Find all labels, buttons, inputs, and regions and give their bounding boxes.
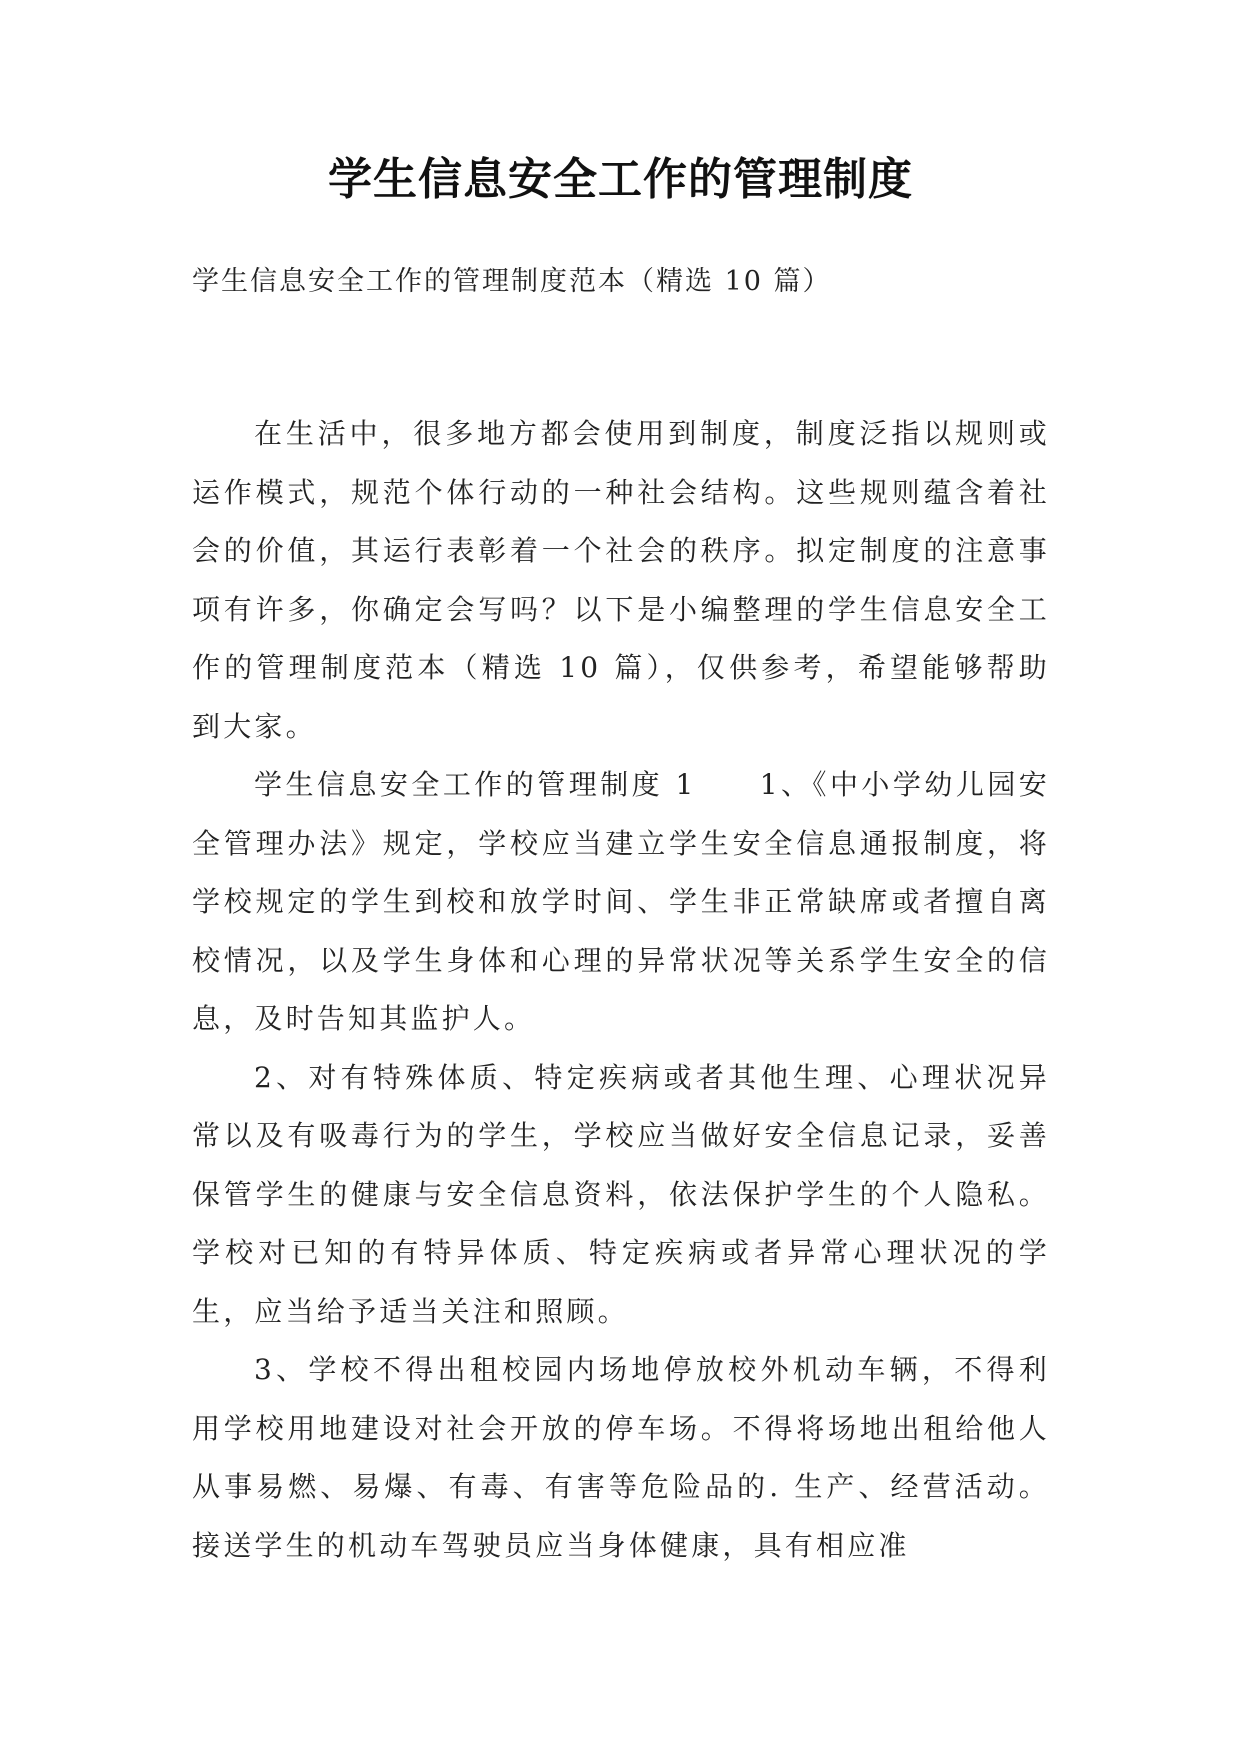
paragraph-item-3: 3、学校不得出租校园内场地停放校外机动车辆，不得利用学校用地建设对社会开放的停车场。不得将场地出租给他人从事易燃、易爆、有毒、有害等危险品的. 生产、经营活动。接送学生的机动车驾驶员应当身体健康，具有相应准 bbox=[192, 1353, 1050, 1562]
paragraph-item-2: 2、对有特殊体质、特定疾病或者其他生理、心理状况异常以及有吸毒行为的学生，学校应当做好安全信息记录，妥善保管学生的健康与安全信息资料，依法保护学生的个人隐私。学校对已知的有特异体质、特定疾病或者异常心理状况的学生，应当给予适当关注和照顾。 bbox=[192, 1060, 1050, 1328]
document-title: 学生信息安全工作的管理制度 bbox=[328, 154, 913, 205]
paragraph-intro: 在生活中，很多地方都会使用到制度，制度泛指以规则或运作模式，规范个体行动的一种社会结构。这些规则蕴含着社会的价值，其运行表彰着一个社会的秩序。拟定制度的注意事项有许多，你确定会写吗？以下是小编整理的学生信息安全工作的管理制度范本（精选 10 篇），仅供参考，希望能够帮助到大家。 bbox=[192, 417, 1050, 743]
document-subtitle: 学生信息安全工作的管理制度范本（精选 10 篇） bbox=[192, 266, 832, 297]
document-body bbox=[192, 405, 1050, 1575]
paragraph-section-1: 学生信息安全工作的管理制度 1 1、《中小学幼儿园安全管理办法》规定，学校应当建立学生安全信息通报制度，将学校规定的学生到校和放学时间、学生非正常缺席或者擅自离校情况，以及学生身体和心理的异常状况等关系学生安全的信息，及时告知其监护人。 bbox=[192, 768, 1050, 1035]
